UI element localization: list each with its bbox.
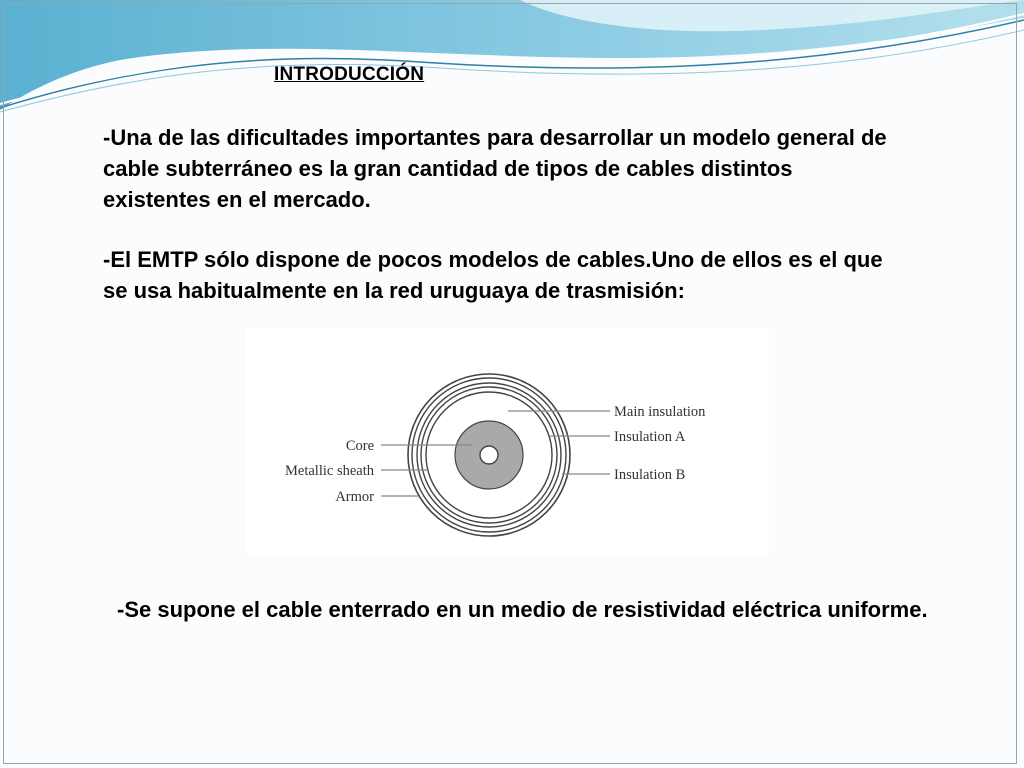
slide-title: INTRODUCCIÓN <box>274 64 425 85</box>
label-main-insulation: Main insulation <box>614 404 706 420</box>
label-metallic-sheath: Metallic sheath <box>285 463 374 479</box>
paragraph-3: -Se supone el cable enterrado en un medio de resistividad eléctrica uniforme. <box>117 597 928 622</box>
cable-cross-section-figure <box>246 328 769 554</box>
label-armor: Armor <box>335 489 374 505</box>
core-center <box>480 446 498 464</box>
paragraph-1: -Una de las dificultades importantes para desarrollar un modelo general de cable subterráneo es la gran cantidad de tipos de cables distintos existentes en el mercado. <box>103 125 887 212</box>
label-insulation-b: Insulation B <box>614 467 686 483</box>
cable-diagram <box>246 328 769 554</box>
label-core: Core <box>345 438 374 454</box>
paragraph-2: -El EMTP sólo dispone de pocos modelos de cables.Uno de ellos es el que se usa habitualmente en la red uruguaya de trasmisión: <box>103 247 883 303</box>
label-insulation-a: Insulation A <box>614 429 686 445</box>
